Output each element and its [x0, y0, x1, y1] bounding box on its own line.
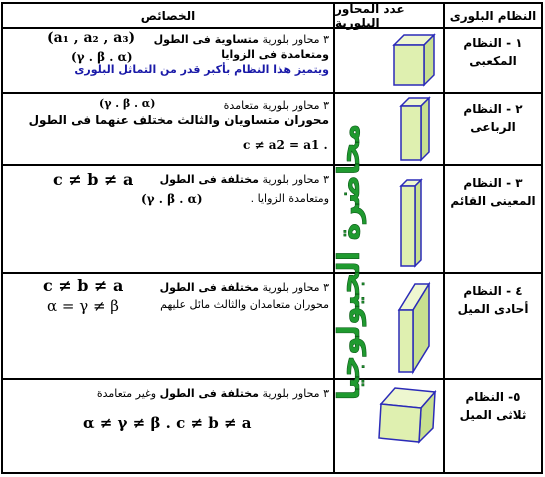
crystal-systems-table [1, 2, 543, 474]
formula-cubic-axes: (a₁ , a₂ , a₃) [47, 30, 136, 46]
feature-highlight: ويتميز هذا النظام بأكبر قدر من التماثل البلورى [74, 63, 329, 76]
orthorhombic-prism-icon [397, 176, 427, 270]
formula-orthorhombic-axes: c ≠ b ≠ a [53, 170, 134, 189]
features-tetragonal [7, 98, 329, 128]
system-line: ٥- النظام [465, 390, 521, 404]
feature-line: ومتعامدة الزوايا . [250, 192, 329, 205]
system-line: ٣ - النظام [463, 176, 523, 190]
feature-text: ٣ محاور بلورية [258, 387, 329, 400]
system-line: الرباعى [470, 120, 516, 134]
formula-cubic-angles: (γ . β . α) [71, 50, 133, 64]
header-system: النظام البلورى [449, 8, 537, 23]
row-divider [3, 164, 541, 166]
header-axes: عدد المحاور البلورية [335, 1, 405, 30]
system-line: المعينى القائم [450, 194, 536, 208]
system-name-orthorhombic [445, 174, 541, 210]
feature-line: ٣ محاور بلورية متعامدة [223, 99, 329, 112]
feature-text: وغير متعامدة [96, 387, 160, 400]
system-line: ٢ - النظام [463, 102, 523, 116]
feature-bold: متساوية فى الطول [153, 33, 259, 46]
feature-line: محوران متساويان والثالث مختلف عنهما فى الطول [28, 113, 329, 127]
feature-line: ومتعامدة فى الزوايا [221, 48, 329, 61]
system-line: أحادى الميل [457, 302, 529, 316]
table-header-row [3, 1, 541, 30]
feature-text: ٣ محاور بلورية [258, 281, 329, 294]
monoclinic-prism-icon [395, 280, 437, 376]
system-line: ١ - النظام [463, 36, 523, 50]
formula-monoclinic-axes: c ≠ b ≠ a [43, 276, 124, 295]
system-name-monoclinic [445, 282, 541, 318]
system-line: المكعبى [469, 54, 517, 68]
feature-line: محوران متعامدان والثالث مائل عليهم [160, 298, 329, 311]
formula-tetragonal-axes: c ≠ a2 = a1 . [243, 138, 328, 152]
header-features: الخصائص [140, 8, 196, 23]
system-name-triclinic [445, 388, 541, 424]
feature-bold: مختلفة فى الطول [159, 173, 259, 186]
tetragonal-prism-icon [395, 94, 435, 162]
row-divider [3, 272, 541, 274]
row-divider [3, 92, 541, 94]
system-line: ثلاثى الميل [459, 408, 527, 422]
triclinic-crystal-icon [375, 382, 439, 446]
system-name-tetragonal [445, 100, 541, 136]
feature-text: ٣ محاور بلورية [258, 33, 329, 46]
formula-monoclinic-angles: α = γ ≠ β [47, 297, 119, 315]
feature-line [7, 386, 329, 401]
watermark-stamp [332, 52, 381, 472]
features-triclinic [7, 386, 329, 401]
feature-bold: مختلفة فى الطول [159, 281, 259, 294]
feature-text: ٣ محاور بلورية [258, 173, 329, 186]
formula-orthorhombic-angles: (γ . β . α) [141, 192, 203, 206]
row-divider [3, 378, 541, 380]
system-name-cubic [445, 34, 541, 70]
formula-triclinic: α ≠ γ ≠ β . c ≠ b ≠ a [83, 414, 252, 432]
svg-text:محاضرة الجيولوجيا: محاضرة الجيولوجيا [332, 123, 367, 401]
formula-tetragonal-angles: (γ . β . α) [99, 97, 156, 110]
cube-crystal-icon [390, 31, 440, 91]
feature-bold: مختلفة فى الطول [159, 387, 259, 400]
system-line: ٤ - النظام [463, 284, 523, 298]
